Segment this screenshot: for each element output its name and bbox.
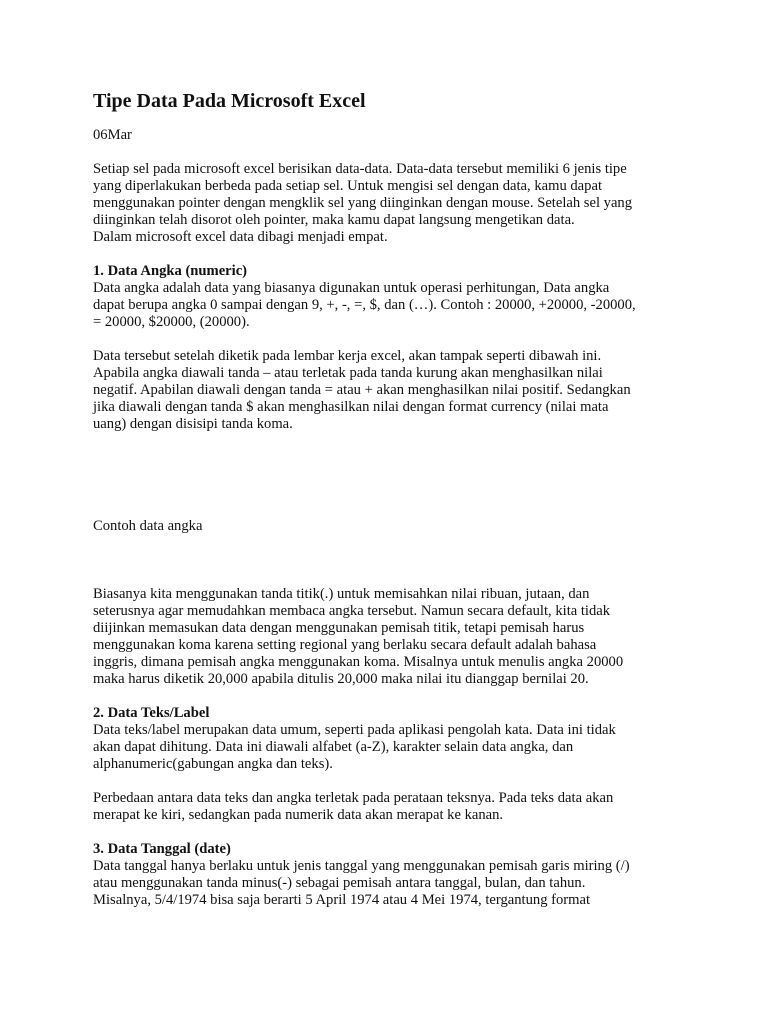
text-line: menggunakan koma karena setting regional yang berlaku secara default adalah bahasa — [93, 637, 597, 653]
text-line: Misalnya, 5/4/1974 bisa saja berarti 5 April 1974 atau 4 Mei 1974, tergantung format — [93, 892, 591, 908]
text-line: negatif. Apabilan diawali dengan tanda = atau + akan menghasilkan nilai positif. Sedangkan — [93, 382, 631, 398]
text-line: dapat berupa angka 0 sampai dengan 9, +, -, =, $, dan (…). Contoh : 20000, +20000, -20000, — [93, 297, 636, 313]
text-line: uang) dengan disisipi tanda koma. — [93, 416, 293, 432]
text-line: atau menggunakan tanda minus(-) sebagai pemisah antara tanggal, bulan, dan tahun. — [93, 875, 586, 891]
text-line: Data teks/label merupakan data umum, seperti pada aplikasi pengolah kata. Data ini tidak — [93, 722, 616, 738]
text-paragraph-1 — [93, 722, 683, 773]
text-line: akan dapat dihitung. Data ini diawali alfabet (a-Z), karakter selain data angka, dan — [93, 739, 574, 755]
text-line: alphanumeric(gabungan angka dan teks). — [93, 756, 333, 772]
date-paragraph-1 — [93, 858, 683, 909]
text-line: Data tersebut setelah diketik pada lembar kerja excel, akan tampak seperti dibawah ini. — [93, 348, 602, 364]
document-page — [93, 86, 683, 909]
numeric-paragraph-3 — [93, 586, 683, 688]
numeric-paragraph-2 — [93, 348, 683, 433]
intro-paragraph — [93, 161, 683, 246]
text-line: Data angka adalah data yang biasanya digunakan untuk operasi perhitungan, Data angka — [93, 280, 610, 296]
text-line: menggunakan pointer dengan mengklik sel yang diinginkan dengan mouse. Setelah sel yang — [93, 195, 633, 211]
text-line: diinginkan telah disorot oleh pointer, maka kamu dapat langsung mengetikan data. — [93, 212, 575, 228]
text-line: jika diawali dengan tanda $ akan menghasilkan nilai dengan format currency (nilai mata — [93, 399, 609, 415]
text-line: Data tanggal hanya berlaku untuk jenis tanggal yang menggunakan pemisah garis miring (/) — [93, 858, 630, 874]
post-date: 06Mar — [93, 127, 132, 143]
section-heading-text: 2. Data Teks/Label — [93, 705, 210, 721]
numeric-paragraph-1 — [93, 280, 683, 331]
text-line: diijinkan memasukan data dengan menggunakan pemisah titik, tetapi pemisah harus — [93, 620, 585, 636]
text-line: merapat ke kiri, sedangkan pada numerik data akan merapat ke kanan. — [93, 807, 504, 823]
text-line: maka harus diketik 20,000 apabila ditulis 20,000 maka nilai itu dianggap bernilai 20. — [93, 671, 589, 687]
text-line: Biasanya kita menggunakan tanda titik(.) untuk memisahkan nilai ribuan, jutaan, dan — [93, 586, 590, 602]
section-heading-date: 3. Data Tanggal (date) — [93, 841, 231, 857]
text-line: = 20000, $20000, (20000). — [93, 314, 250, 330]
text-line: Apabila angka diawali tanda – atau terletak pada tanda kurung akan menghasilkan nilai — [93, 365, 603, 381]
section-heading-numeric: 1. Data Angka (numeric) — [93, 263, 248, 279]
text-line: Perbedaan antara data teks dan angka terletak pada perataan teksnya. Pada teks data akan — [93, 790, 614, 806]
figure-caption: Contoh data angka — [93, 518, 203, 534]
text-paragraph-2 — [93, 790, 683, 824]
text-line: seterusnya agar memudahkan membaca angka tersebut. Namun secara default, kita tidak — [93, 603, 611, 619]
text-line: inggris, dimana pemisah angka menggunakan koma. Misalnya untuk menulis angka 20000 — [93, 654, 624, 670]
document-title: Tipe Data Pada Microsoft Excel — [93, 90, 366, 112]
text-line: Setiap sel pada microsoft excel berisikan data-data. Data-data tersebut memiliki 6 jenis tipe — [93, 161, 627, 177]
text-line: Dalam microsoft excel data dibagi menjadi empat. — [93, 229, 388, 245]
text-line: yang diperlakukan berbeda pada setiap sel. Untuk mengisi sel dengan data, kamu dapat — [93, 178, 602, 194]
